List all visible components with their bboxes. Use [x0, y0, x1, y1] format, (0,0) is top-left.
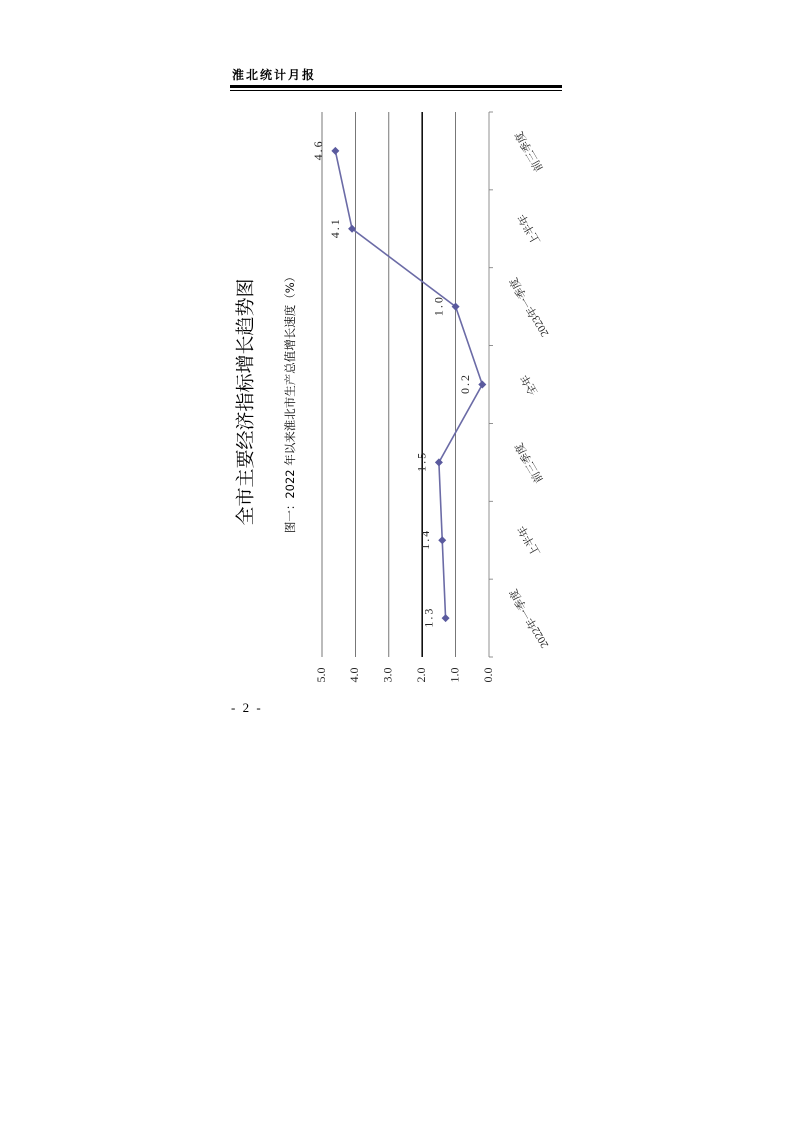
data-label: 1.3 [421, 606, 436, 628]
data-point-marker [331, 147, 339, 155]
category-label: 全年 [518, 372, 541, 398]
category-label: 2023年一季度 [507, 275, 552, 339]
value-tick-label: 5.0 [313, 667, 328, 683]
value-tick-label: 2.0 [413, 667, 428, 683]
chart-caption: 图一：2022 年以来淮北市生产总值增长速度（%） [283, 270, 297, 534]
data-point-marker [435, 458, 443, 466]
category-label: 前三季度 [513, 129, 546, 174]
value-tick-label: 4.0 [347, 667, 362, 683]
category-label: 上半年 [516, 211, 544, 247]
data-label: 1.0 [431, 295, 446, 317]
data-label: 1.5 [414, 450, 429, 472]
category-label: 2022年一季度 [507, 586, 552, 650]
category-label: 上半年 [516, 523, 544, 558]
publication-title: 淮北统计月报 [232, 68, 317, 82]
data-label: 4.1 [327, 217, 342, 239]
category-label: 前三季度 [513, 440, 546, 485]
data-point-marker [478, 381, 486, 389]
data-label: 4.6 [311, 139, 326, 161]
main-title: 全市主要经济指标增长趋势图 [234, 278, 257, 526]
data-label: 1.4 [417, 528, 432, 550]
value-tick-label: 0.0 [480, 667, 495, 683]
data-point-marker [442, 614, 450, 622]
data-label: 0.2 [458, 373, 473, 394]
data-point-marker [438, 536, 446, 544]
value-tick-label: 1.0 [447, 667, 462, 683]
page-number: - 2 - [231, 700, 263, 715]
value-tick-label: 3.0 [380, 667, 395, 683]
